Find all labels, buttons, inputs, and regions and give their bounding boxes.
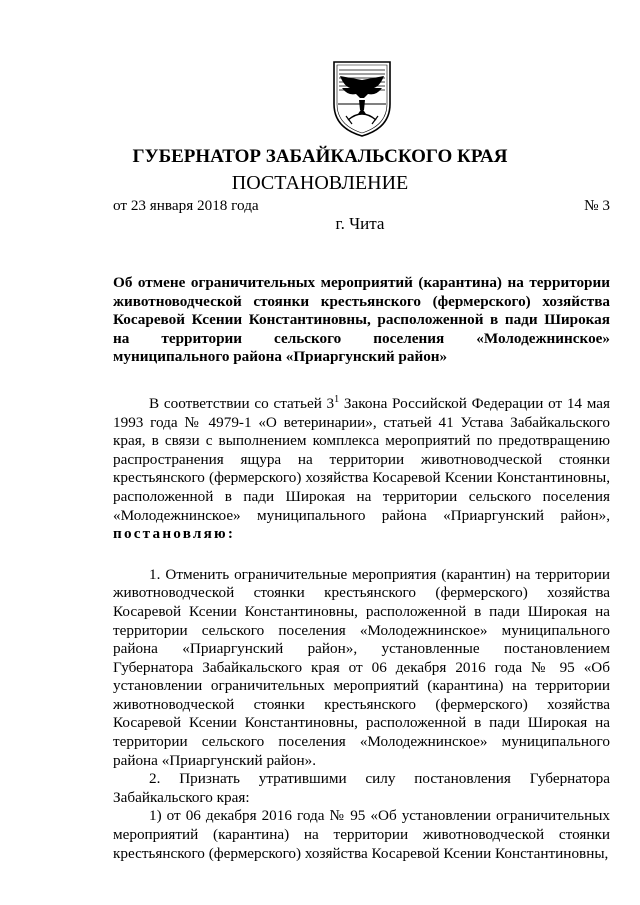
document-city: г. Чита — [335, 214, 385, 233]
preamble-text-rest: Закона Российской Федерации от 14 мая 1993 года № 4979-1 «О ветеринарии», статьей 41 Устава Забайкальского края, в связи с выполнением комплекса мероприятий по предотвращению распространения ящура на территории животноводческой стоянки крестьянского (фермерского) хозяйства Косаревой Ксении Константиновны, расположенной в пади Широкая на территории сельского поселения «Молодежнинское» муниципального района «Приаргунский район», — [113, 394, 610, 524]
item-2-paragraph: 2. Признать утратившими силу постановления Губернатора Забайкальского края: — [113, 770, 610, 806]
document-body — [113, 274, 610, 863]
document-title: Об отмене ограничительных мероприятий (карантина) на территории животноводческой стоянки крестьянского (фермерского) хозяйства Косаревой Ксении Константиновны, расположенной в пади Широкая на территории сельского поселения «Молодежнинское» муниципального района «Приаргунский район» — [113, 274, 610, 366]
preamble-paragraph — [113, 395, 610, 544]
decree-word: постановляю: — [113, 525, 236, 543]
authority-heading: ГУБЕРНАТОР ЗАБАЙКАЛЬСКОГО КРАЯ — [132, 146, 508, 167]
item-2-sub-1-paragraph: 1) от 06 декабря 2016 года № 95 «Об установлении ограничительных мероприятий (карантина) на территории животноводческой стоянки крестьянского (фермерского) хозяйства Косаревой Ксении Константиновны, — [113, 807, 610, 862]
coat-of-arms-icon — [330, 58, 394, 138]
document-type: ПОСТАНОВЛЕНИЕ — [231, 172, 409, 194]
document-date: от 23 января 2018 года — [113, 197, 259, 214]
document-number: № 3 — [584, 197, 610, 214]
article-superscript: 1 — [334, 393, 340, 405]
preamble-text-start: В соответствии со статьей 3 — [149, 394, 335, 412]
item-1-paragraph: 1. Отменить ограничительные мероприятия (карантин) на территории животноводческой стоянки крестьянского (фермерского) хозяйства Косаревой Ксении Константиновны, расположенной в пади Широкая на территории сельского поселения «Молодежнинское» муниципального района «Приаргунский район», установленные постановлением Губернатора Забайкальского края от 06 декабря 2016 года № 95 «Об установлении ограничительных мероприятий (карантина) на территории животноводческой стоянки крестьянского (фермерского) хозяйства Косаревой Ксении Константиновны, расположенной в пади Широкая на территории сельского поселения «Молодежнинское» муниципального района «Приаргунский район». — [113, 565, 610, 769]
